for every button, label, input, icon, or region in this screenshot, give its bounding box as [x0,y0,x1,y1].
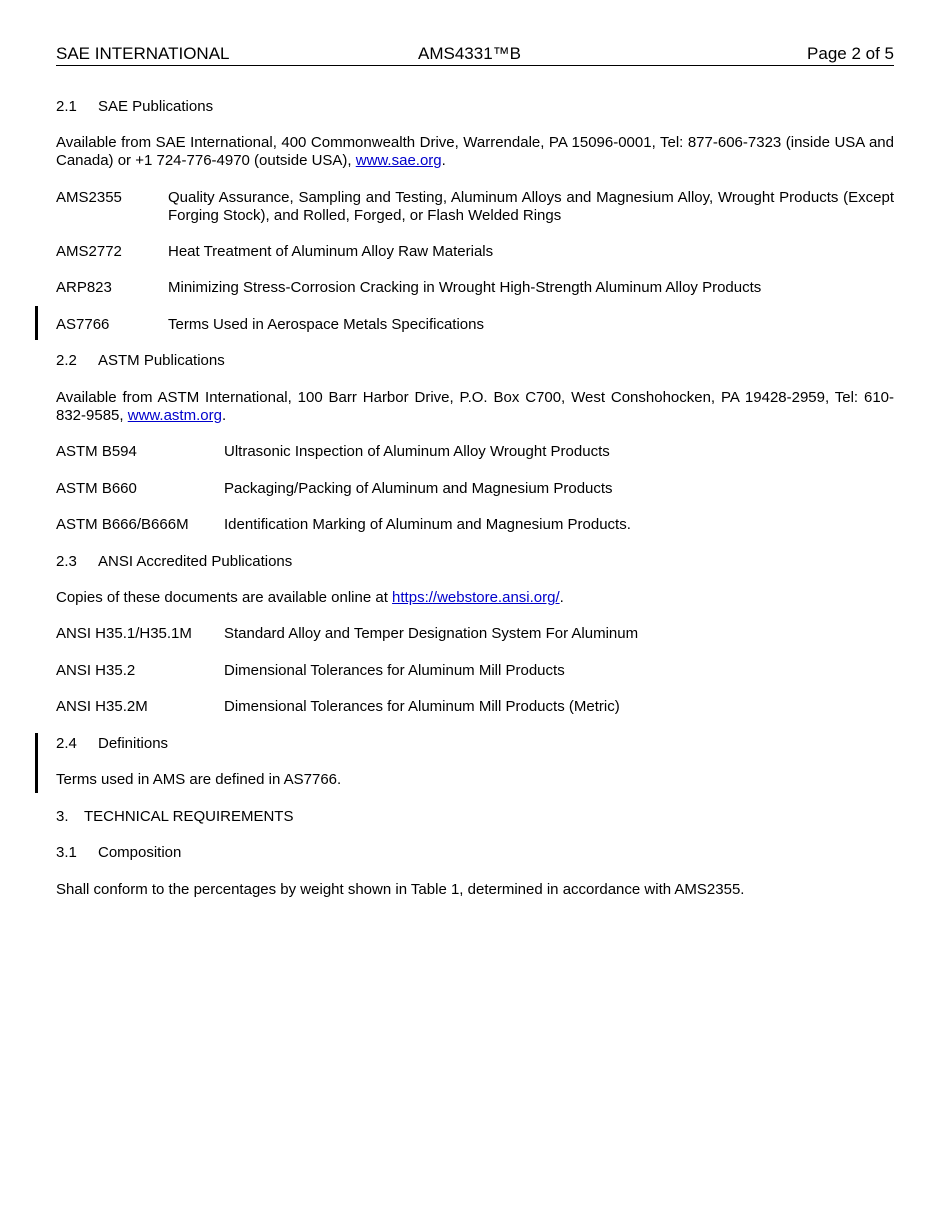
section-heading-3-1 [56,844,181,862]
section-heading-2-4 [56,735,168,753]
reference-code: ANSI H35.2 [56,662,136,679]
section-title: Composition [98,844,182,861]
ansi-webstore-link[interactable]: https://webstore.ansi.org/ [392,589,560,606]
astm-availability-paragraph [56,389,894,425]
reference-code: ANSI H35.1/H35.1M [56,625,192,642]
section-title: TECHNICAL REQUIREMENTS [84,808,294,825]
punctuation: . [221,407,227,424]
section-title: Definitions [98,735,169,752]
availability-text: Available from SAE International, 400 Commonwealth Drive, Warrendale, PA 15096-0001, Tel: 877-606-7323 (inside USA and Canada) or +1 724-776-4970 (outside USA), [56,134,894,169]
section-heading-2-1 [56,98,213,116]
reference-title: Ultrasonic Inspection of Aluminum Alloy Wrought Products [224,443,610,460]
astm-website-link[interactable]: www.astm.org [127,407,222,424]
section-heading-3 [56,808,293,826]
page-header [56,44,894,66]
reference-title: Quality Assurance, Sampling and Testing, Aluminum Alloys and Magnesium Alloy, Wrought Products (Except Forging Stock), and Rolled, Forged, or Flash Welded Rings [168,189,894,224]
section-number: 3.1 [56,844,77,861]
reference-code: ASTM B666/B666M [56,516,189,533]
section-number: 3. [56,808,69,825]
reference-code: ASTM B660 [56,480,137,497]
revision-change-bar [35,733,38,793]
ansi-availability-paragraph [56,589,894,607]
reference-code: AMS2355 [56,189,122,206]
section-number: 2.3 [56,553,77,570]
section-title: SAE Publications [98,98,214,115]
reference-title: Minimizing Stress-Corrosion Cracking in Wrought High-Strength Aluminum Alloy Products [168,279,762,296]
reference-title: Packaging/Packing of Aluminum and Magnesium Products [224,480,613,497]
punctuation: . [441,152,446,169]
header-page-number: Page 2 of 5 [807,44,894,63]
section-heading-2-3 [56,553,292,571]
section-heading-2-2 [56,352,225,370]
reference-code: AS7766 [56,316,110,333]
availability-text: Copies of these documents are available online at [56,589,393,606]
section-number: 2.2 [56,352,77,369]
reference-code: ANSI H35.2M [56,698,148,715]
reference-title: Standard Alloy and Temper Designation System For Aluminum [224,625,639,642]
section-title: ANSI Accredited Publications [98,553,293,570]
definitions-paragraph: Terms used in AMS are defined in AS7766. [56,771,342,788]
reference-code: ARP823 [56,279,112,296]
header-org: SAE INTERNATIONAL [56,44,230,63]
sae-website-link[interactable]: www.sae.org [355,152,442,169]
reference-code: ASTM B594 [56,443,137,460]
sae-availability-paragraph [56,134,894,170]
section-number: 2.1 [56,98,77,115]
punctuation: . [559,589,564,606]
reference-title: Dimensional Tolerances for Aluminum Mill Products (Metric) [224,698,620,715]
revision-change-bar [35,306,38,340]
reference-title: Dimensional Tolerances for Aluminum Mill Products [224,662,565,679]
availability-text: Available from ASTM International, 100 Barr Harbor Drive, P.O. Box C700, West Conshohocken, PA 19428-2959, Tel: 610-832-9585, [56,389,894,424]
reference-code: AMS2772 [56,243,122,260]
reference-title: Identification Marking of Aluminum and Magnesium Products. [224,516,631,533]
section-number: 2.4 [56,735,77,752]
reference-title: Terms Used in Aerospace Metals Specifications [168,316,484,333]
section-title: ASTM Publications [98,352,225,369]
header-doc-number: AMS4331™B [418,44,521,63]
reference-title: Heat Treatment of Aluminum Alloy Raw Materials [168,243,494,260]
composition-paragraph: Shall conform to the percentages by weight shown in Table 1, determined in accordance with AMS2355. [56,881,745,898]
